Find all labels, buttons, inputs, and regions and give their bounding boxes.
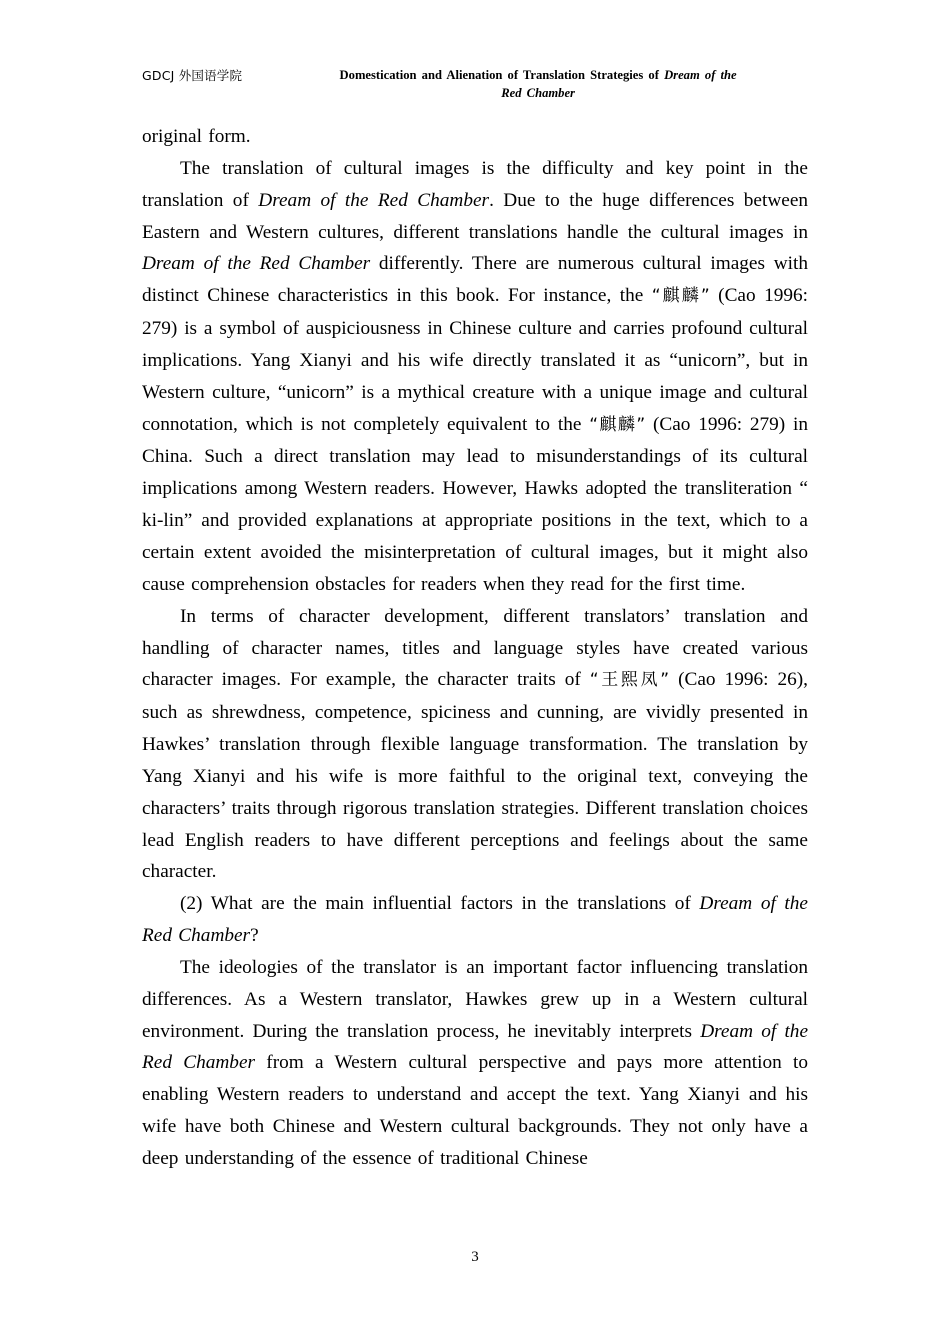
paragraph-text-a: The ideologies of the translator is an important factor influencing translation differences. As a Western translator, Hawkes grew up in a Western cultural environment. During the translation process, he inevitably interprets	[142, 956, 808, 1042]
paragraph-question-2	[142, 888, 808, 952]
paragraph-text-e: (Cao 1996: 279) in China. Such a direct translation may lead to misunderstandings of its cultural implications among Western readers. However, Hawks adopted the transliteration “ ki-lin” and provided explanations at appropriate positions in the text, which to a certain extent avoided the misinterpretation of cultural images, but it might also cause comprehension obstacles for readers when they read for the first time.	[142, 413, 809, 595]
page-number: 3	[471, 1249, 479, 1265]
header-title-italic-line2: Red Chamber	[501, 86, 575, 100]
chinese-term-qilin-2: “麒麟”	[589, 414, 646, 435]
page-footer	[142, 1247, 808, 1267]
chinese-term-qilin-1: “麒麟”	[651, 286, 710, 307]
book-title-italic-4: Dream of the Red Chamber	[142, 1020, 809, 1074]
paragraph-text-b: . Due to the huge differences between Eastern and Western cultures, different translations handle the cultural images in	[142, 189, 809, 243]
paragraph-text-b: from a Western cultural perspective and pays more attention to enabling Western readers to understand and accept the text. Yang Xianyi and his wife have both Chinese and Western cultural backgrounds. They not only have a deep understanding of the essence of traditional Chinese	[142, 1052, 808, 1169]
paragraph-text-a: The translation of cultural images is the difficulty and key point in the translation of	[142, 157, 808, 211]
paragraph-text-a: In terms of character development, different translators’ translation and handling of character names, titles and language styles have created various character images. For example, the character traits of	[142, 605, 808, 691]
running-header	[142, 66, 808, 102]
paragraph-character-development	[142, 601, 808, 889]
chinese-term-wangxifeng: “王熙凤”	[589, 670, 670, 691]
question-text-a: (2) What are the main influential factors in the translations of	[180, 893, 700, 915]
book-title-italic-1: Dream of the Red Chamber	[258, 189, 490, 211]
header-institution-label: GDCJ 外国语学院	[142, 68, 243, 83]
paragraph-text-c: differently. There are numerous cultural images with distinct Chinese characteristics in this book. For instance, the	[142, 253, 808, 307]
question-text-b: ?	[250, 925, 259, 947]
paragraph-text: original form.	[142, 126, 251, 147]
header-document-title	[268, 66, 808, 102]
header-title-italic-line1: Dream of the	[664, 68, 737, 82]
paragraph-text-d: (Cao 1996: 279) is a symbol of auspiciousness in Chinese culture and carries profound cultural implications. Yang Xianyi and his wife directly translated it as “unicorn”, but in Western culture, “unicorn” is a mythical creature with a unique image and cultural connotation, which is not completely equivalent to the	[142, 285, 808, 435]
paragraph-continuation	[142, 121, 808, 153]
paragraph-ideologies	[142, 952, 808, 1175]
paragraph-text-b: (Cao 1996: 26), such as shrewdness, competence, spiciness and cunning, are vividly presented in Hawkes’ translation through flexible language transformation. The translation by Yang Xianyi and his wife is more faithful to the original text, conveying the characters’ traits through rigorous translation strategies. Different translation choices lead English readers to have different perceptions and feelings about the same character.	[142, 669, 808, 883]
paragraph-cultural-images	[142, 153, 808, 601]
book-title-italic-3: Dream of the Red Chamber	[142, 893, 808, 947]
header-title-text: Domestication and Alienation of Translation Strategies of	[339, 68, 665, 82]
body-text-block	[142, 121, 808, 1175]
book-title-italic-2: Dream of the Red Chamber	[142, 253, 371, 275]
